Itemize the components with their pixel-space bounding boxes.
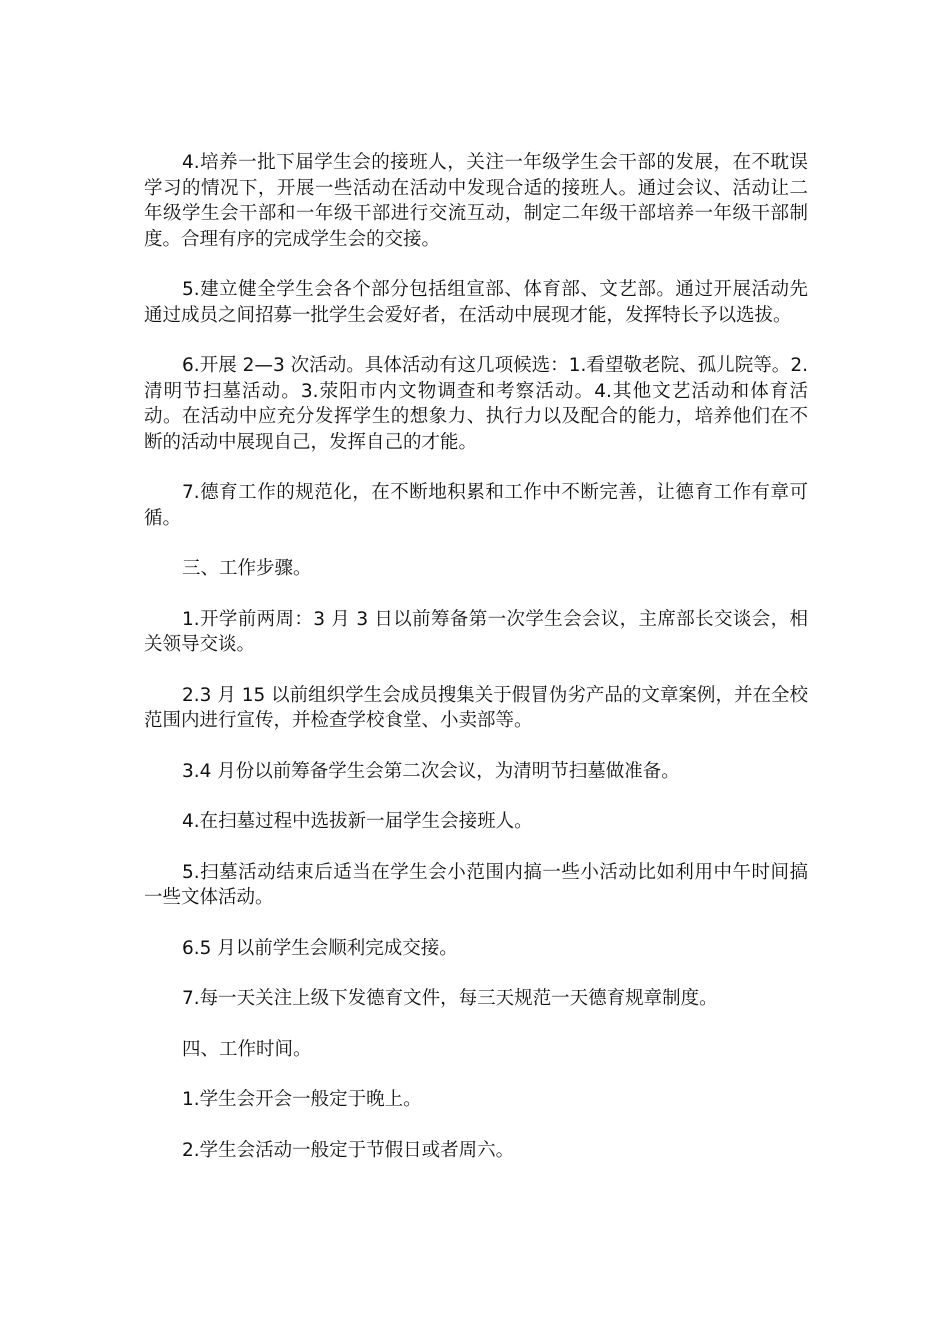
step-2: 2.3 月 15 以前组织学生会成员搜集关于假冒伪劣产品的文章案例，并在全校范围内进行宣传，并检查学校食堂、小卖部等。 <box>144 684 808 731</box>
paragraph-4-successors: 4.培养一批下届学生会的接班人，关注一年级学生会干部的发展，在不耽误学习的情况下，开展一些活动在活动中发现合适的接班人。通过会议、活动让二年级学生会干部和一年级干部进行交流互动，制定二年级干部培养一年级干部制度。合理有序的完成学生会的交接。 <box>144 152 808 250</box>
paragraph-6-activities: 6.开展 2—3 次活动。具体活动有这几项候选：1.看望敬老院、孤儿院等。2.清明节扫墓活动。3.荥阳市内文物调查和考察活动。4.其他文艺活动和体育活动。在活动中应充分发挥学生的想象力、执行力以及配合的能力，培养他们在不断的活动中展现自己，发挥自己的才能。 <box>144 355 808 453</box>
step-1: 1.开学前两周：3 月 3 日以前筹备第一次学生会会议，主席部长交谈会，相关领导交谈。 <box>144 608 808 655</box>
step-7: 7.每一天关注上级下发德育文件，每三天规范一天德育规章制度。 <box>182 988 718 1009</box>
step-5: 5.扫墓活动结束后适当在学生会小范围内搞一些小活动比如利用中午时间搞一些文体活动。 <box>144 861 808 908</box>
paragraph-7-standardization: 7.德育工作的规范化，在不断地积累和工作中不断完善，让德育工作有章可循。 <box>144 482 808 529</box>
document-body <box>144 150 808 1188</box>
section-heading-work-steps: 三、工作步骤。 <box>182 558 312 579</box>
time-item-2: 2.学生会活动一般定于节假日或者周六。 <box>182 1139 515 1161</box>
step-4: 4.在扫墓过程中选拔新一届学生会接班人。 <box>182 811 533 832</box>
section-heading-work-time: 四、工作时间。 <box>182 1038 312 1060</box>
paragraph-5-departments: 5.建立健全学生会各个部分包括组宣部、体育部、文艺部。通过开展活动先通过成员之间招募一批学生会爱好者，在活动中展现才能，发挥特长予以选拔。 <box>144 279 808 326</box>
step-3: 3.4 月份以前筹备学生会第二次会议，为清明节扫墓做准备。 <box>182 760 680 782</box>
step-6: 6.5 月以前学生会顺利完成交接。 <box>182 937 458 959</box>
time-item-1: 1.学生会开会一般定于晚上。 <box>182 1089 422 1110</box>
